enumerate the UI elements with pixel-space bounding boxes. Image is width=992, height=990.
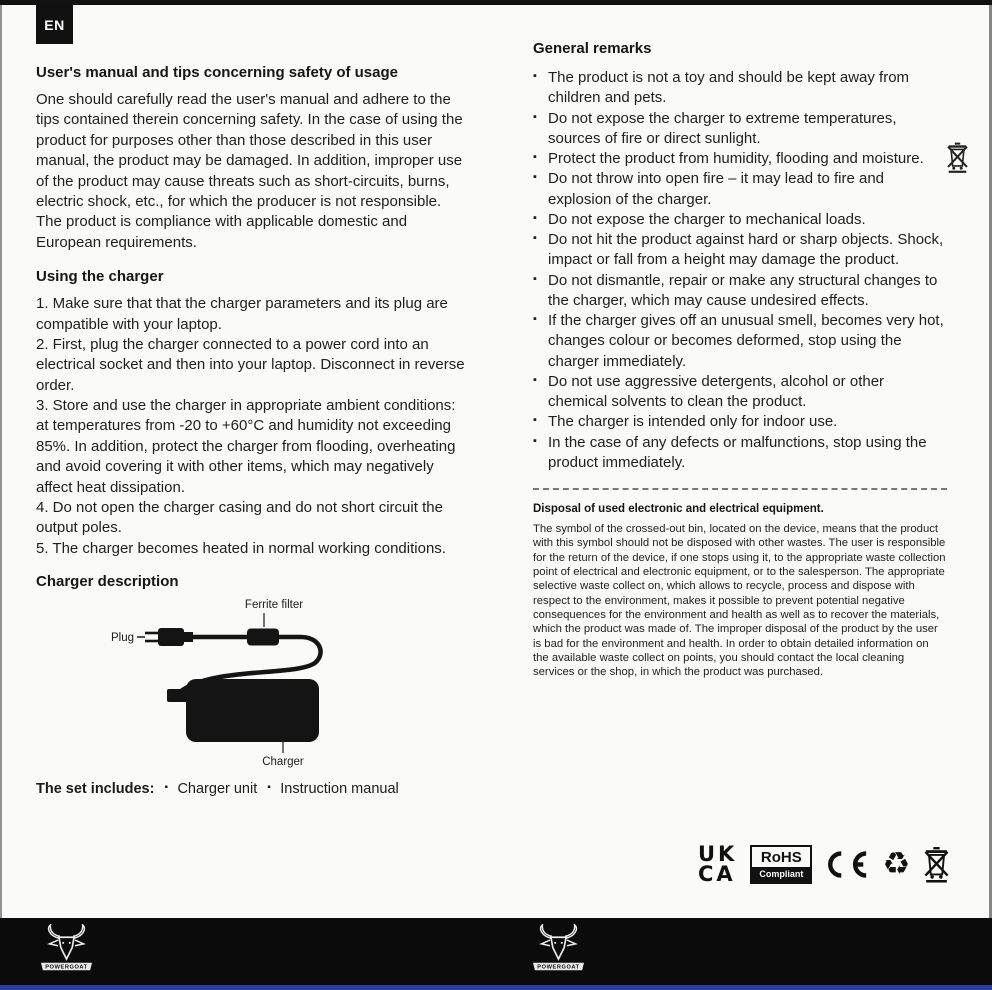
description-section-heading: Charger description <box>36 573 179 591</box>
language-badge-label: EN <box>44 16 65 33</box>
ukca-line2: CA <box>698 861 736 886</box>
powergoat-banner-text: POWERGOAT <box>537 964 580 971</box>
rohs-compliant-label: Compliant <box>752 867 810 882</box>
charger-label: Charger <box>262 756 304 769</box>
ce-mark-icon <box>825 850 869 879</box>
remark-item: ▪ The charger is intended only for indoor use. <box>533 412 947 432</box>
remark-item: ▪ Do not hit the product against hard or sharp objects. Shock, impact or fall from a height may damage the product. <box>533 230 947 271</box>
remark-item: ▪ The product is not a toy and should be kept away from children and pets. <box>533 68 947 109</box>
safety-section-body: One should carefully read the user's manual and adhere to the tips contained therein concerning safety. In the case of using the product for purposes other than those described in this user manual, the product may be damaged. In addition, improper use of the product may cause threats such as short-circuits, burns, electric shock, etc., for which the producer is not responsible. The product is compliance with applicable domestic and European requirements. <box>36 91 463 251</box>
rohs-mark <box>750 845 812 884</box>
weee-bin-icon <box>923 844 950 885</box>
charger-diagram <box>36 592 468 770</box>
language-badge <box>36 5 73 44</box>
recycle-icon: ♻ <box>882 846 911 882</box>
powergoat-banner-text: POWERGOAT <box>45 964 88 971</box>
scan-edge-left <box>0 0 2 990</box>
powergoat-logo <box>530 924 587 975</box>
scan-edge-top <box>0 0 992 5</box>
remark-item: ▪ Do not use aggressive detergents, alcohol or other chemical solvents to clean the product. <box>533 372 947 413</box>
remarks-section-heading: General remarks <box>533 40 652 57</box>
plug-shape <box>145 628 193 646</box>
compliance-marks <box>698 841 950 886</box>
remark-item: ▪ Do not throw into open fire – it may lead to fire and explosion of the charger. <box>533 169 947 210</box>
ferrite-filter-label: Ferrite filter <box>244 599 304 612</box>
using-steps-list <box>36 294 469 559</box>
ukca-line1: UK <box>698 841 738 866</box>
using-step: 1. Make sure that that the charger parameters and its plug are compatible with your laptop. <box>36 295 448 333</box>
ferrite-filter-shape <box>247 629 279 646</box>
right-column <box>533 40 947 680</box>
safety-section-heading: User's manual and tips concerning safety of usage <box>36 64 398 81</box>
remark-item: ▪ If the charger gives off an unusual smell, becomes very hot, changes colour or becomes deformed, stop using the charger immediately. <box>533 311 947 372</box>
weee-bin-icon <box>946 140 969 175</box>
footer-bar <box>0 918 992 985</box>
left-column <box>36 64 469 797</box>
powergoat-logo <box>38 924 95 975</box>
remark-item: ▪ Protect the product from humidity, flooding and moisture. <box>533 149 947 169</box>
disposal-heading: Disposal of used electronic and electrical equipment. <box>533 503 824 515</box>
section-divider <box>533 488 947 490</box>
remark-item: ▪ In the case of any defects or malfunctions, stop using the product immediately. <box>533 433 947 474</box>
remark-item: ▪ Do not expose the charger to extreme temperatures, sources of fire or direct sunlight. <box>533 109 947 150</box>
using-step: 3. Store and use the charger in appropriate ambient conditions: at temperatures from -20 to +60°C and humidity not exceeding 85%. In addition, protect the charger from flooding, overheating and avoid covering it with other items, which may negatively affect heat dissipation. <box>36 397 456 496</box>
set-includes-label: The set includes: <box>36 781 155 798</box>
charger-body-shape <box>186 679 319 742</box>
using-section-heading: Using the charger <box>36 268 164 286</box>
rohs-label: RoHS <box>760 849 802 866</box>
using-step: 4. Do not open the charger casing and do not short circuit the output poles. <box>36 499 443 537</box>
using-step: 2. First, plug the charger connected to a power cord into an electrical socket and then into your laptop. Disconnect in reverse order. <box>36 335 465 394</box>
plug-label: Plug <box>110 632 134 645</box>
using-step: 5. The charger becomes heated in normal working conditions. <box>36 539 446 557</box>
remark-item: ▪ Do not dismantle, repair or make any structural changes to the charger, which may cause undesired effects. <box>533 271 947 312</box>
set-includes-item: ▪ Charger unit <box>164 781 257 797</box>
disposal-body: The symbol of the crossed-out bin, located on the device, means that the product with this symbol should not be disposed with other wastes. The user is responsible for the return of the device, if one stops using it, to the appropriate waste collection point of electrical and electronic equipment, or to the salesperson. The appropriate selective waste collect on, which allows to recycle, process and dispose with respect to the environment, makes it possible to prevent potential negative consequences for the environment and health as well as to recover the materials, which the product was made of. The improper disposal of the product by the user is bad for the environment and health. In order to obtain detailed information on the available waste collect on points, you should contact the local cleaning services or the shop, in which the product was purchased. <box>533 523 946 679</box>
remark-item: ▪ Do not expose the charger to mechanical loads. <box>533 210 947 230</box>
ukca-mark <box>698 841 738 886</box>
remarks-list <box>533 68 947 473</box>
dc-connector-shape <box>167 689 188 702</box>
bottom-strip <box>0 985 992 990</box>
set-includes-line <box>36 781 469 797</box>
set-includes-item: ▪ Instruction manual <box>267 781 398 797</box>
